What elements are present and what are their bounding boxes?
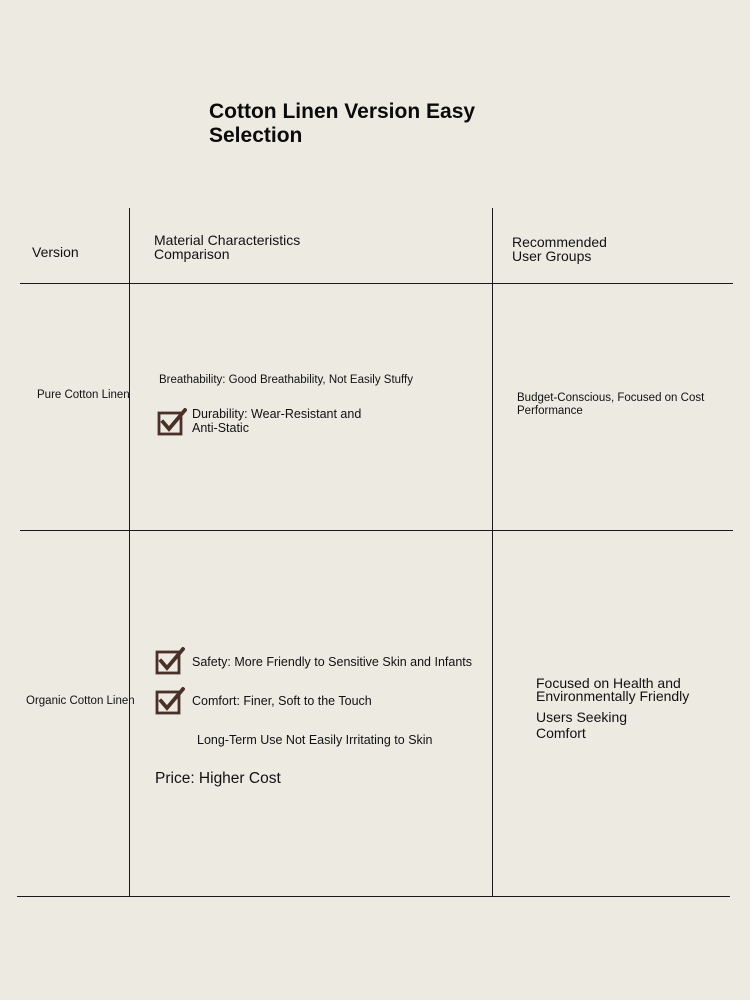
feature-text: Safety: More Friendly to Sensitive Skin and Infants	[192, 655, 472, 669]
checkbox-checked-icon	[155, 687, 185, 715]
header-material: Material Characteristics Comparison	[154, 232, 301, 262]
checkbox-checked-icon	[155, 647, 185, 675]
header-users: Recommended User Groups	[512, 234, 607, 264]
row-version: Pure Cotton Linen	[37, 389, 130, 401]
feature-text: Long-Term Use Not Easily Irritating to Skin	[197, 733, 433, 747]
recommended-users-line1: Focused on Health and Environmentally Friendly	[536, 675, 690, 704]
feature-text: Comfort: Finer, Soft to the Touch	[192, 694, 372, 708]
feature-text: Breathability: Good Breathability, Not Easily Stuffy	[159, 374, 413, 386]
feature-text: Price: Higher Cost	[155, 770, 281, 787]
checkbox-checked-icon	[157, 408, 187, 436]
bottom-rule	[17, 896, 730, 897]
feature-text: Durability: Wear-Resistant and Anti-Static	[192, 407, 362, 435]
row-version: Organic Cotton Linen	[26, 695, 135, 707]
header-version: Version	[32, 244, 79, 260]
column-divider-1	[129, 208, 130, 896]
row-rule	[20, 530, 733, 531]
column-divider-2	[492, 208, 493, 896]
recommended-users: Budget-Conscious, Focused on Cost Performance	[517, 392, 705, 417]
header-rule	[20, 283, 733, 284]
page-title: Cotton Linen Version Easy Selection	[209, 100, 476, 147]
recommended-users-line2: Users Seeking Comfort	[536, 709, 628, 741]
